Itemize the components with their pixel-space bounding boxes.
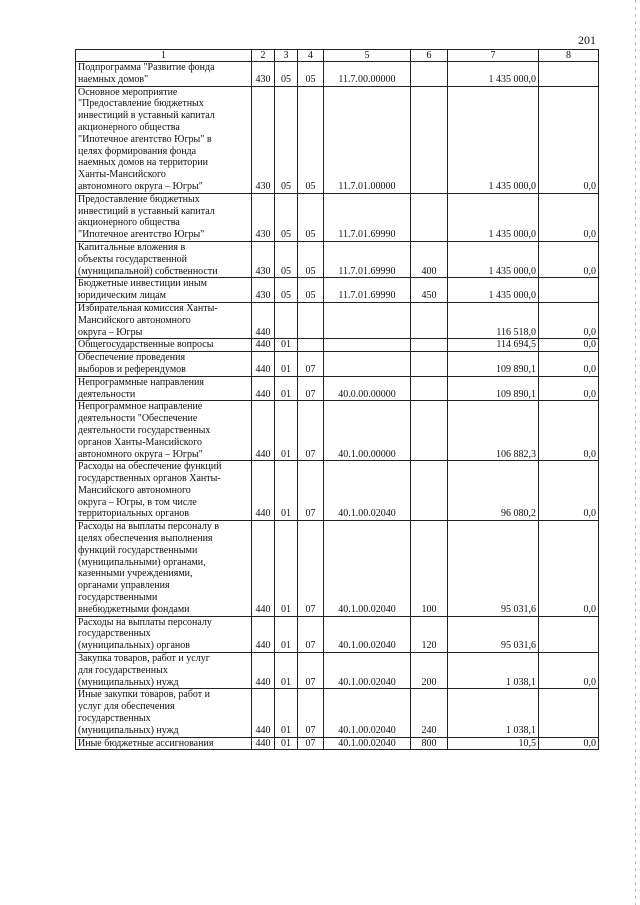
header-cell: 7	[448, 50, 539, 62]
target-article-cell: 11.7.00.00000	[324, 62, 411, 87]
target-article-cell: 40.1.00.02040	[324, 461, 411, 521]
subsection-code-cell: 05	[298, 278, 324, 303]
section-code-cell: 01	[275, 401, 298, 461]
table-row	[76, 616, 599, 652]
expense-type-cell	[411, 193, 448, 241]
target-article-cell: 11.7.01.69990	[324, 241, 411, 277]
target-article-cell: 11.7.01.00000	[324, 86, 411, 193]
section-code-cell: 01	[275, 689, 298, 737]
target-article-cell	[324, 339, 411, 352]
expense-type-cell: 240	[411, 689, 448, 737]
target-article-cell: 40.0.00.00000	[324, 376, 411, 401]
expense-type-cell	[411, 352, 448, 377]
amount-cell: 10,5	[448, 737, 539, 750]
amount-extra-cell: 0,0	[539, 86, 599, 193]
amount-cell: 106 882,3	[448, 401, 539, 461]
section-code-cell: 01	[275, 521, 298, 616]
item-name-cell: Бюджетные инвестиции иным юридическим лицам	[76, 278, 252, 303]
ministry-code-cell: 430	[252, 193, 275, 241]
amount-cell: 114 694,5	[448, 339, 539, 352]
ministry-code-cell: 440	[252, 521, 275, 616]
item-name-cell: Предоставление бюджетных инвестиций в уставный капитал акционерного общества "Ипотечное агентство Югры"	[76, 193, 252, 241]
section-code-cell: 01	[275, 461, 298, 521]
budget-table	[75, 49, 599, 750]
item-name-cell: Иные закупки товаров, работ и услуг для обеспечения государственных (муниципальных) нужд	[76, 689, 252, 737]
expense-type-cell	[411, 401, 448, 461]
amount-cell: 1 435 000,0	[448, 278, 539, 303]
expense-type-cell	[411, 86, 448, 193]
table-row	[76, 339, 599, 352]
header-cell: 8	[539, 50, 599, 62]
amount-extra-cell: 0,0	[539, 376, 599, 401]
amount-extra-cell: 0,0	[539, 521, 599, 616]
section-code-cell: 01	[275, 352, 298, 377]
expense-type-cell: 100	[411, 521, 448, 616]
expense-type-cell: 120	[411, 616, 448, 652]
ministry-code-cell: 440	[252, 352, 275, 377]
item-name-cell: Расходы на обеспечение функций государственных органов Ханты- Мансийского автономного округа – Югры, в том числе территориальных органов	[76, 461, 252, 521]
target-article-cell: 40.1.00.02040	[324, 653, 411, 689]
subsection-code-cell: 07	[298, 689, 324, 737]
target-article-cell: 11.7.01.69990	[324, 193, 411, 241]
section-code-cell: 05	[275, 62, 298, 87]
subsection-code-cell: 07	[298, 352, 324, 377]
table-row	[76, 193, 599, 241]
subsection-code-cell: 05	[298, 241, 324, 277]
header-cell: 2	[252, 50, 275, 62]
ministry-code-cell: 440	[252, 737, 275, 750]
amount-extra-cell	[539, 278, 599, 303]
table-row	[76, 278, 599, 303]
amount-cell: 109 890,1	[448, 352, 539, 377]
subsection-code-cell: 05	[298, 193, 324, 241]
amount-cell: 96 080,2	[448, 461, 539, 521]
amount-extra-cell: 0,0	[539, 401, 599, 461]
subsection-code-cell: 07	[298, 616, 324, 652]
amount-cell: 95 031,6	[448, 521, 539, 616]
amount-extra-cell	[539, 62, 599, 87]
ministry-code-cell: 440	[252, 653, 275, 689]
ministry-code-cell: 440	[252, 339, 275, 352]
table-row	[76, 86, 599, 193]
ministry-code-cell: 430	[252, 241, 275, 277]
table-row	[76, 401, 599, 461]
ministry-code-cell: 430	[252, 278, 275, 303]
section-code-cell	[275, 302, 298, 338]
subsection-code-cell: 07	[298, 401, 324, 461]
amount-extra-cell	[539, 616, 599, 652]
amount-extra-cell	[539, 689, 599, 737]
header-cell: 6	[411, 50, 448, 62]
amount-cell: 1 038,1	[448, 689, 539, 737]
section-code-cell: 01	[275, 653, 298, 689]
expense-type-cell	[411, 376, 448, 401]
section-code-cell: 05	[275, 241, 298, 277]
subsection-code-cell: 07	[298, 376, 324, 401]
amount-extra-cell: 0,0	[539, 461, 599, 521]
ministry-code-cell: 440	[252, 616, 275, 652]
item-name-cell: Расходы на выплаты персоналу государственных (муниципальных) органов	[76, 616, 252, 652]
table-row	[76, 461, 599, 521]
amount-cell: 109 890,1	[448, 376, 539, 401]
amount-cell: 1 435 000,0	[448, 62, 539, 87]
expense-type-cell: 400	[411, 241, 448, 277]
item-name-cell: Закупка товаров, работ и услуг для государственных (муниципальных) нужд	[76, 653, 252, 689]
table-header-row	[76, 50, 599, 62]
header-cell: 1	[76, 50, 252, 62]
ministry-code-cell: 430	[252, 62, 275, 87]
expense-type-cell	[411, 339, 448, 352]
amount-extra-cell: 0,0	[539, 241, 599, 277]
amount-cell: 1 435 000,0	[448, 193, 539, 241]
amount-extra-cell: 0,0	[539, 339, 599, 352]
item-name-cell: Общегосударственные вопросы	[76, 339, 252, 352]
section-code-cell: 01	[275, 737, 298, 750]
section-code-cell: 05	[275, 278, 298, 303]
table-row	[76, 737, 599, 750]
target-article-cell	[324, 302, 411, 338]
amount-cell: 1 038,1	[448, 653, 539, 689]
amount-extra-cell: 0,0	[539, 193, 599, 241]
target-article-cell: 40.1.00.02040	[324, 689, 411, 737]
page-number: 201	[578, 33, 596, 47]
amount-cell: 95 031,6	[448, 616, 539, 652]
expense-type-cell: 800	[411, 737, 448, 750]
amount-cell: 116 518,0	[448, 302, 539, 338]
item-name-cell: Капитальные вложения в объекты государственной (муниципальной) собственности	[76, 241, 252, 277]
table-row	[76, 653, 599, 689]
header-cell: 5	[324, 50, 411, 62]
subsection-code-cell: 05	[298, 86, 324, 193]
table-row	[76, 62, 599, 87]
amount-cell: 1 435 000,0	[448, 241, 539, 277]
expense-type-cell	[411, 302, 448, 338]
section-code-cell: 05	[275, 193, 298, 241]
item-name-cell: Иные бюджетные ассигнования	[76, 737, 252, 750]
ministry-code-cell: 440	[252, 401, 275, 461]
subsection-code-cell	[298, 302, 324, 338]
expense-type-cell: 450	[411, 278, 448, 303]
expense-type-cell	[411, 461, 448, 521]
budget-table-body	[76, 50, 599, 750]
target-article-cell: 40.1.00.00000	[324, 401, 411, 461]
ministry-code-cell: 440	[252, 376, 275, 401]
expense-type-cell: 200	[411, 653, 448, 689]
table-row	[76, 376, 599, 401]
target-article-cell: 40.1.00.02040	[324, 737, 411, 750]
section-code-cell: 01	[275, 616, 298, 652]
section-code-cell: 01	[275, 339, 298, 352]
ministry-code-cell: 440	[252, 302, 275, 338]
ministry-code-cell: 440	[252, 461, 275, 521]
ministry-code-cell: 440	[252, 689, 275, 737]
header-cell: 3	[275, 50, 298, 62]
amount-extra-cell: 0,0	[539, 352, 599, 377]
item-name-cell: Непрограммное направление деятельности "Обеспечение деятельности государственных органов Ханты-Мансийского автономного округа – Югры"	[76, 401, 252, 461]
table-row	[76, 689, 599, 737]
table-row	[76, 302, 599, 338]
subsection-code-cell	[298, 339, 324, 352]
item-name-cell: Непрограммные направления деятельности	[76, 376, 252, 401]
target-article-cell	[324, 352, 411, 377]
subsection-code-cell: 07	[298, 461, 324, 521]
table-row	[76, 521, 599, 616]
target-article-cell: 40.1.00.02040	[324, 616, 411, 652]
subsection-code-cell: 07	[298, 737, 324, 750]
item-name-cell: Расходы на выплаты персоналу в целях обеспечения выполнения функций государственными (муниципальными) органами, казенными учреждениями, органами управления государственными внебюджетными фондами	[76, 521, 252, 616]
amount-extra-cell: 0,0	[539, 302, 599, 338]
table-row	[76, 352, 599, 377]
table-row	[76, 241, 599, 277]
target-article-cell: 40.1.00.02040	[324, 521, 411, 616]
item-name-cell: Подпрограмма "Развитие фонда наемных домов"	[76, 62, 252, 87]
subsection-code-cell: 05	[298, 62, 324, 87]
subsection-code-cell: 07	[298, 521, 324, 616]
header-cell: 4	[298, 50, 324, 62]
item-name-cell: Обеспечение проведения выборов и референдумов	[76, 352, 252, 377]
item-name-cell: Избирательная комиссия Ханты- Мансийского автономного округа – Югры	[76, 302, 252, 338]
amount-extra-cell: 0,0	[539, 737, 599, 750]
amount-extra-cell: 0,0	[539, 653, 599, 689]
amount-cell: 1 435 000,0	[448, 86, 539, 193]
section-code-cell: 01	[275, 376, 298, 401]
ministry-code-cell: 430	[252, 86, 275, 193]
target-article-cell: 11.7.01.69990	[324, 278, 411, 303]
expense-type-cell	[411, 62, 448, 87]
item-name-cell: Основное мероприятие "Предоставление бюджетных инвестиций в уставный капитал акционерного общества "Ипотечное агентство Югры" в целях формирования фонда наемных домов на территории Ханты-Мансийского автономного округа – Югры"	[76, 86, 252, 193]
section-code-cell: 05	[275, 86, 298, 193]
subsection-code-cell: 07	[298, 653, 324, 689]
scan-edge-decoration	[635, 0, 636, 905]
